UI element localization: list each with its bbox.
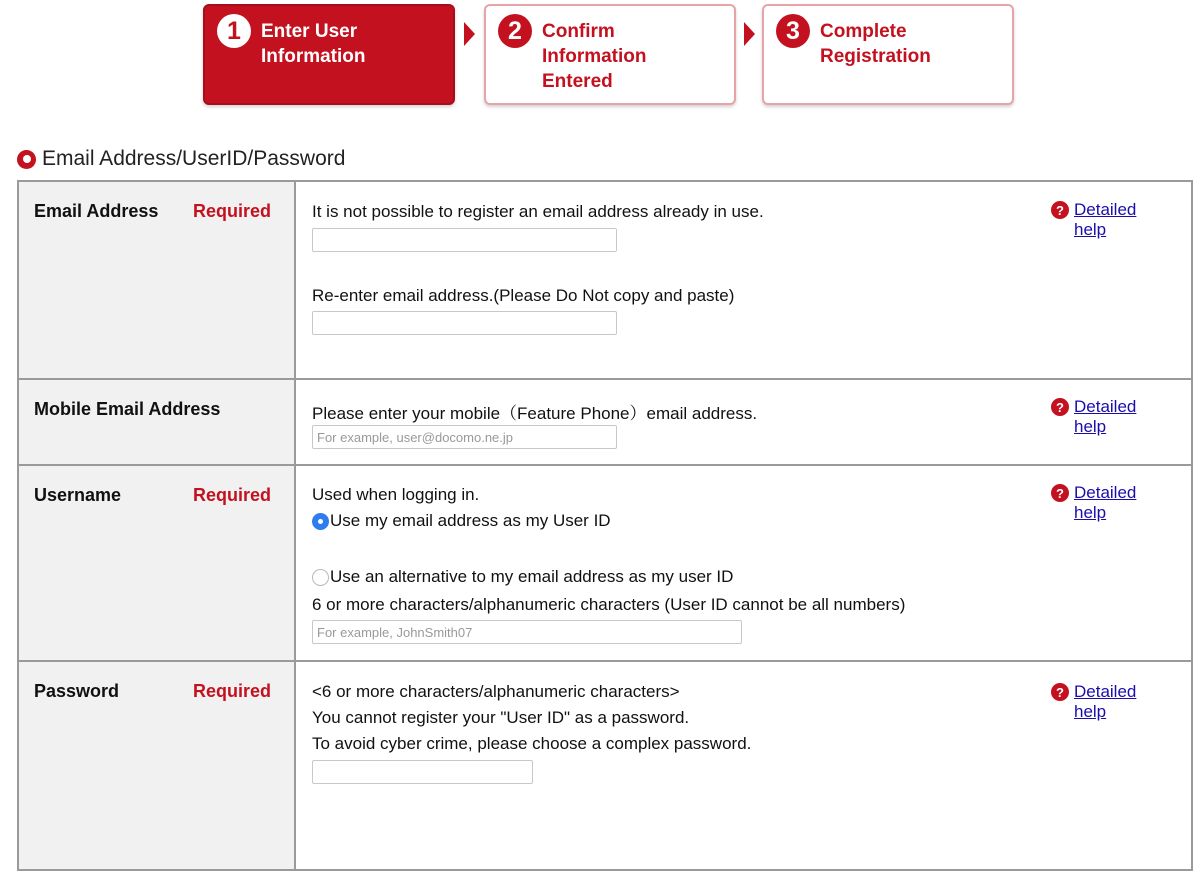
step-arrow-icon (744, 22, 755, 46)
mobile-email-input[interactable] (312, 425, 617, 449)
registration-form-table (17, 180, 1193, 871)
row-username (19, 466, 1191, 662)
radio-button-selected[interactable] (312, 513, 329, 530)
row-content-cell (298, 466, 1191, 660)
row-label-cell (19, 380, 296, 464)
row-label-cell (19, 182, 296, 378)
field-label: Mobile Email Address (34, 399, 221, 419)
radio-use-alternative-id[interactable] (312, 567, 733, 587)
radio-label: Use my email address as my User ID (330, 511, 611, 530)
row-content-cell (298, 662, 1191, 869)
field-label: Password (34, 681, 120, 701)
step-label: Complete Registration (820, 21, 931, 67)
password-input[interactable] (312, 760, 533, 784)
detailed-help-link-mobile[interactable]: Detailed help (1074, 397, 1137, 436)
help-link-group (1051, 200, 1154, 240)
radio-label: Use an alternative to my email address as my user ID (330, 567, 734, 586)
question-circle-icon: ? (1051, 484, 1069, 502)
password-note-complex: To avoid cyber crime, please choose a complex password. (312, 734, 752, 753)
email-reenter-input[interactable] (312, 311, 617, 335)
step-number: 3 (776, 14, 810, 48)
row-content-cell (298, 182, 1191, 378)
step-number: 1 (217, 14, 251, 48)
section-title (17, 144, 345, 174)
step-number: 2 (498, 14, 532, 48)
step-arrow-icon (464, 22, 475, 46)
username-rule: 6 or more characters/alphanumeric characters (User ID cannot be all numbers) (312, 595, 906, 614)
field-label: Username (34, 485, 122, 505)
field-label: Email Address (34, 201, 159, 221)
bullet-icon (17, 150, 36, 169)
radio-use-email-as-id[interactable] (312, 511, 611, 531)
step-complete-registration (762, 4, 1014, 105)
step-confirm-information (484, 4, 736, 105)
row-label-cell (19, 662, 296, 869)
help-link-group (1051, 397, 1154, 437)
row-label-cell (19, 466, 296, 660)
detailed-help-link-email[interactable]: Detailed help (1074, 200, 1137, 239)
detailed-help-link-username[interactable]: Detailed help (1074, 483, 1137, 522)
step-label: Confirm Information Entered (542, 21, 647, 92)
row-password (19, 662, 1191, 869)
step-label: Enter User Information (261, 21, 366, 67)
email-reenter-note: Re-enter email address.(Please Do Not copy and paste) (312, 286, 735, 305)
help-link-group (1051, 682, 1154, 722)
mobile-email-note: Please enter your mobile（Feature Phone）email address. (312, 404, 758, 423)
username-input[interactable] (312, 620, 742, 644)
registration-steps (203, 4, 1018, 105)
row-email-address (19, 182, 1191, 380)
password-note-userid: You cannot register your "User ID" as a password. (312, 708, 690, 727)
required-badge: Required (193, 485, 272, 505)
question-circle-icon: ? (1051, 683, 1069, 701)
help-link-group (1051, 483, 1154, 523)
row-mobile-email-address (19, 380, 1191, 466)
radio-button[interactable] (312, 569, 329, 586)
step-enter-user-information (203, 4, 455, 105)
required-badge: Required (193, 681, 272, 701)
email-note: It is not possible to register an email address already in use. (312, 202, 764, 221)
question-circle-icon: ? (1051, 398, 1069, 416)
section-title-text: Email Address/UserID/Password (42, 147, 346, 170)
detailed-help-link-password[interactable]: Detailed help (1074, 682, 1137, 721)
question-circle-icon: ? (1051, 201, 1069, 219)
password-note-length: <6 or more characters/alphanumeric characters> (312, 682, 680, 701)
row-content-cell (298, 380, 1191, 464)
username-note: Used when logging in. (312, 485, 480, 504)
email-input[interactable] (312, 228, 617, 252)
required-badge: Required (193, 201, 272, 221)
